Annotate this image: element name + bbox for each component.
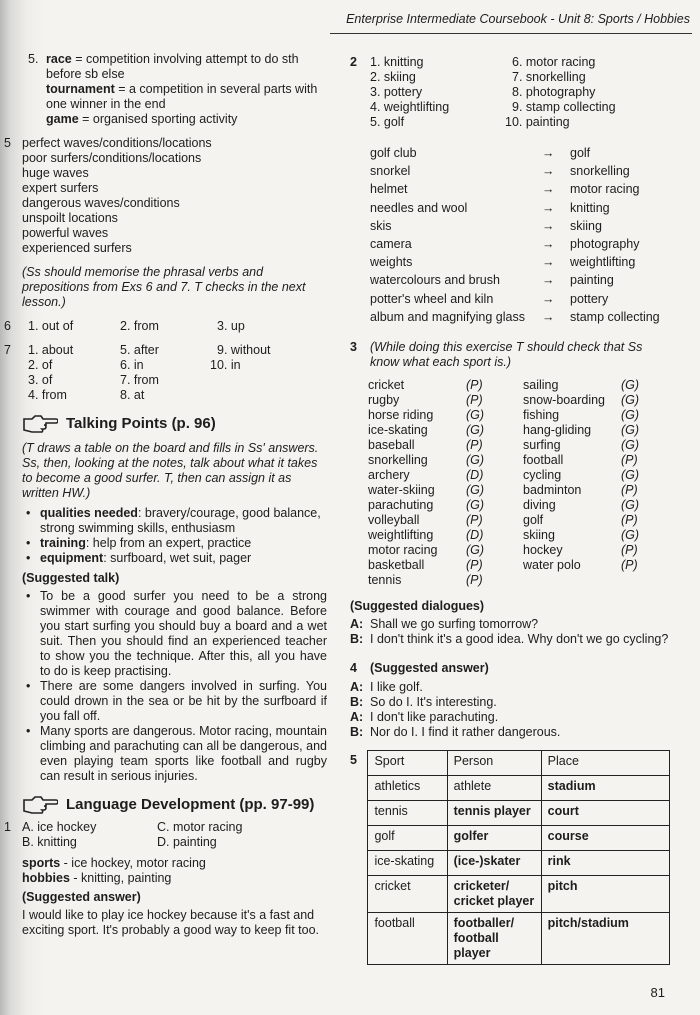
table-header-row: Sport Person Place — [368, 750, 670, 775]
exercise-2-matches: golf club → golf snorkel → snorkelling helmet → motor racing needles and wool → knitting skis → skiing camera → photography weights → weightlifting watercolours and brush → painting potter's wheel and kiln → pottery album and magnifying glass → stamp collecting — [370, 146, 660, 324]
list-item: golf (P) — [523, 512, 638, 527]
header-rule — [330, 33, 692, 34]
list-item: • equipment: surfboard, wet suit, pager — [40, 551, 327, 566]
list-item: • Many sports are dangerous. Motor racing, mountain climbing and parachuting can all be dangerous, and even playing team sports like football and rugby can result in serious injuries. — [40, 724, 327, 784]
list-item: water polo (P) — [523, 557, 638, 572]
exercise-3-note: 3 (While doing this exercise T should check that Ss know what each sport is.) — [350, 339, 643, 369]
language-exercise-1: 1 A. ice hockey C. motor racing B. knitting D. painting — [4, 820, 243, 849]
pointing-hand-icon — [22, 794, 58, 814]
exercise-5-collocations: 5 perfect waves/conditions/locations poor surfers/conditions/locations huge waves expert surfers dangerous waves/conditions unspoilt locations powerful waves experienced surfers — [4, 136, 212, 255]
list-item: weightlifting (D) — [368, 527, 484, 542]
list-item: sailing (G) — [523, 377, 640, 392]
list-item: volleyball (P) — [368, 512, 483, 527]
list-item: water-skiing (G) — [368, 482, 485, 497]
list-item: hockey (P) — [523, 542, 638, 557]
list-item: skiing (G) — [523, 527, 640, 542]
list-item: hang-gliding (G) — [523, 422, 640, 437]
list-item: surfing (G) — [523, 437, 640, 452]
language-development-heading: Language Development (pp. 97-99) — [22, 792, 327, 816]
list-item: fishing (G) — [523, 407, 640, 422]
running-header: Enterprise Intermediate Coursebook - Unit 8: Sports / Hobbies — [346, 12, 690, 26]
list-item: • There are some dangers involved in surfing. You could drown in the sea or be hit by the surfboard if you fall off. — [40, 679, 327, 724]
exercise-4-label: 4 (Suggested answer) — [350, 660, 489, 675]
list-item: snorkelling (G) — [368, 452, 485, 467]
table-row: ice-skating (ice-)skater rink — [368, 850, 670, 875]
list-item: parachuting (G) — [368, 497, 485, 512]
exercise-7-answers: 7 1. about 5. after 9. without 2. of 6. in 10. in 3. of 7. from 4. from 8. at — [4, 343, 271, 402]
ex5-definitions — [22, 52, 327, 127]
talking-points-heading: Talking Points (p. 96) — [22, 411, 327, 435]
definition-game: game = organised sporting activity — [46, 112, 238, 126]
suggested-dialogues-label: (Suggested dialogues) — [350, 598, 485, 613]
right-column — [350, 55, 670, 965]
suggested-talk-label: (Suggested talk) — [22, 571, 120, 585]
list-item: horse riding (G) — [368, 407, 485, 422]
list-item: archery (D) — [368, 467, 484, 482]
exercise-4-answer: A: I like golf. B: So do I. It's interesting. A: I don't like parachuting. B: Nor do I. I find it rather dangerous. — [350, 679, 561, 739]
exercise-2-list: 2 1. knitting 6. motor racing 2. skiing 7. snorkelling 3. pottery 8. photography 4. weightlifting 9. stamp collecting 5. golf 10. painting — [350, 55, 616, 129]
list-item: • To be a good surfer you need to be a strong swimmer with courage and good balance. Before you start surfing you should buy a board and a wet suit. Then you should find an experienced teacher to show you the technique. After this, all you have to do is keep practising. — [40, 589, 327, 679]
suggested-talk — [22, 589, 327, 784]
teacher-note-phrasal: (Ss should memorise the phrasal verbs and prepositions from Exs 6 and 7. T checks in the next lesson.) — [22, 265, 306, 309]
page-number: 81 — [650, 985, 665, 1000]
list-item: • qualities needed: bravery/courage, good balance, strong swimming skills, enthusiasm — [40, 506, 327, 536]
definition-tournament: tournament = a competition in several parts with one winner in the end — [46, 82, 318, 111]
pointing-hand-icon — [22, 413, 58, 433]
list-item: baseball (P) — [368, 437, 483, 452]
table-row: golf golfer course — [368, 825, 670, 850]
suggested-answer-label: (Suggested answer) — [22, 890, 141, 904]
sports-table — [367, 750, 670, 965]
talking-points-list — [22, 506, 327, 566]
list-item: rugby (P) — [368, 392, 483, 407]
dialogue: A: Shall we go surfing tomorrow? B: I don't think it's a good idea. Why don't we go cycling? — [350, 616, 669, 646]
list-item: tennis (P) — [368, 572, 483, 587]
list-item: • training: help from an expert, practice — [40, 536, 327, 551]
table-row: athletics athlete stadium — [368, 775, 670, 800]
list-item: badminton (P) — [523, 482, 638, 497]
list-item: football (P) — [523, 452, 638, 467]
left-column — [4, 52, 327, 938]
table-row: cricket cricketer/ cricket player pitch — [368, 875, 670, 912]
table-row: football footballer/ football player pitch/stadium — [368, 912, 670, 964]
exercise-3-sports — [350, 378, 670, 593]
list-item: cycling (G) — [523, 467, 640, 482]
table-row: tennis tennis player court — [368, 800, 670, 825]
suggested-answer: I would like to play ice hockey because it's a fast and exciting sport. It's probably a good way to keep fit too. — [22, 908, 319, 937]
list-item: ice-skating (G) — [368, 422, 485, 437]
list-item: motor racing (G) — [368, 542, 485, 557]
teacher-note-table: (T draws a table on the board and fills in Ss' answers. Ss, then, looking at the notes, talk about what it takes to become a good surfer. T, then can assign it as written HW.) — [22, 441, 319, 500]
hobbies-line: hobbies - knitting, painting — [22, 871, 172, 885]
exercise-5: 5 Sport Person Place athletics athlete stadium tennis tennis player court golf golfer course ice-skating (ice-)skater rink cricket cricketer/ cricket player pitch football footballer/ football player pitch/stadium — [350, 750, 670, 965]
list-item: cricket (P) — [368, 377, 483, 392]
exercise-6-answers: 6 1. out of 2. from 3. up — [4, 319, 245, 333]
sports-line: sports - ice hockey, motor racing — [22, 856, 206, 870]
definition-race: 5. race = competition involving attempt to do sth before sb else — [28, 52, 299, 81]
list-item: diving (G) — [523, 497, 640, 512]
list-item: snow-boarding (G) — [523, 392, 640, 407]
list-item: basketball (P) — [368, 557, 483, 572]
